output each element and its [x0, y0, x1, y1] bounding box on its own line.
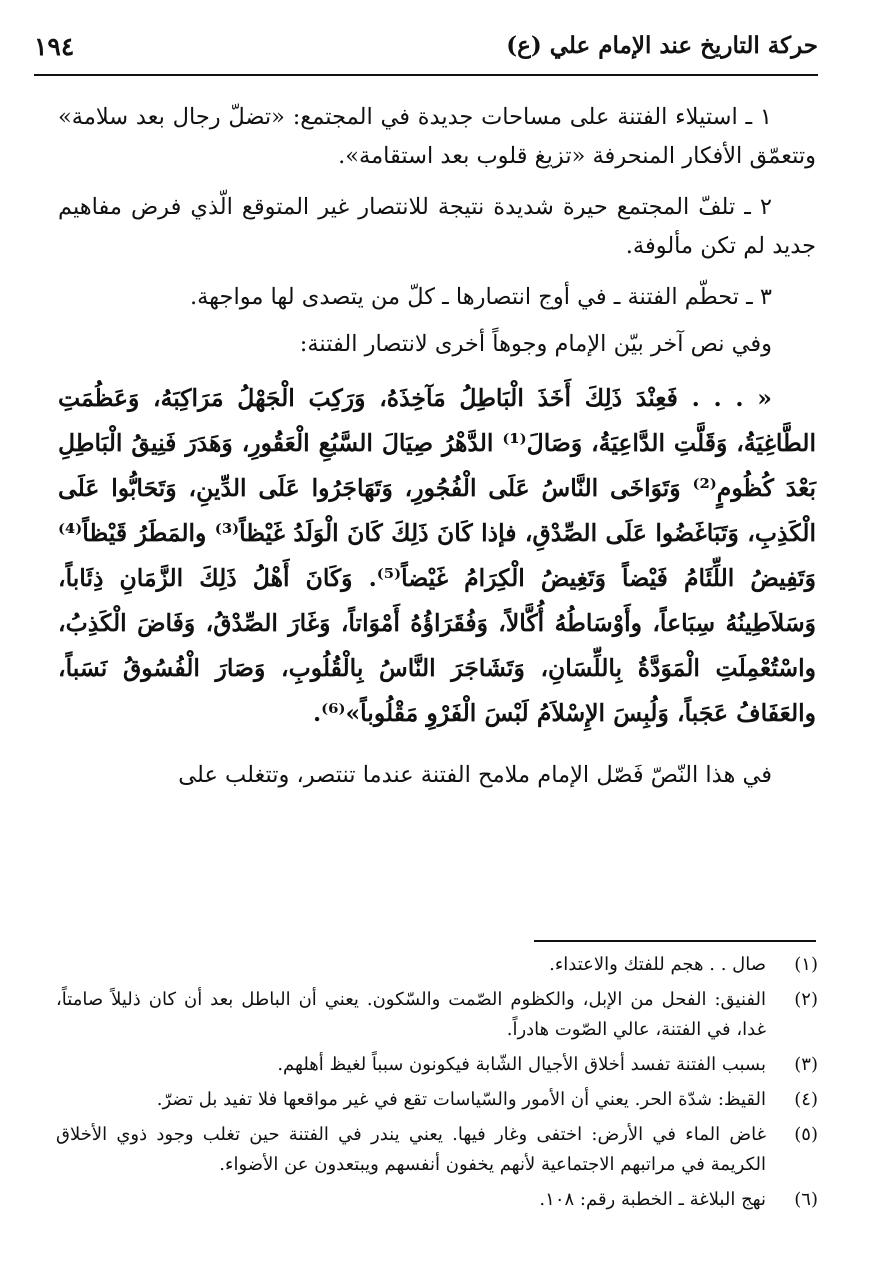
- paragraph-point-1: ١ ـ استيلاء الفتنة على مساحات جديدة في المجتمع: «تضلّ رجال بعد سلامة» وتتعمّق الأفكار المنحرفة «تزيغ قلوب بعد استقامة».: [58, 104, 816, 169]
- footnote-number: (٣): [794, 1054, 818, 1075]
- footnote-5: [56, 1120, 818, 1180]
- footnote-number: (٤): [794, 1089, 818, 1110]
- page-number: ١٩٤: [34, 32, 75, 61]
- footnote-number: (٢): [794, 989, 818, 1010]
- footnote-number: (٦): [794, 1189, 818, 1210]
- footnote-number: (٥): [794, 1124, 818, 1145]
- footnote-text: القيظ: شدّة الحر. يعني أن الأمور والسّياسات تقع في غير مواقعها فلا تفيد بل تضرّ.: [156, 1089, 766, 1110]
- running-title: حركة التاريخ عند الإمام علي (ع): [506, 32, 818, 59]
- footnote-text: بسبب الفتنة تفسد أخلاق الأجيال الشّابة فيكونون سبباً لغيظ أهلهم.: [277, 1054, 766, 1075]
- paragraph-continuation: في هذا النّصّ فَصّل الإمام ملامح الفتنة عندما تنتصر، وتتغلب على: [178, 762, 772, 788]
- footnote-text: صال . . هجم للفتك والاعتداء.: [549, 954, 766, 975]
- footnote-text: نهج البلاغة ـ الخطبة رقم: ١٠٨.: [539, 1189, 766, 1210]
- footnote-1: [56, 950, 818, 980]
- paragraph-point-3: ٣ ـ تحطّم الفتنة ـ في أوج انتصارها ـ كلّ من يتصدى لها مواجهة.: [189, 284, 772, 310]
- header-rule: [34, 74, 818, 76]
- footnote-6: [56, 1185, 818, 1215]
- footnote-3: [56, 1050, 818, 1080]
- footnote-4: [56, 1085, 818, 1115]
- footnote-text: غاض الماء في الأرض: اختفى وغار فيها. يعني يندر في الفتنة حين تغلب وجود ذوي الأخلاق الكريمة في مراتبهم الاجتماعية لأنهم يخفون أنفسهم ويبتعدون عن الأضواء.: [56, 1124, 766, 1175]
- footnote-text: الفنيق: الفحل من الإبل، والكظوم الصّمت والسّكون. يعني أن الباطل بعد أن كان ذليلاً صامتاً، غدا، في الفتنة، عالي الصّوت هادراً.: [56, 989, 766, 1040]
- footnotes: [56, 950, 818, 1220]
- quotation-block: « . . . فَعِنْدَ ذَلِكَ أَخَذَ الْبَاطِلُ مَآخِذَهُ، وَرَكِبَ الْجَهْلُ مَرَاكِبَهُ، وَعَظُمَتِ الطَّاغِيَةُ، وَقَلَّتِ الدَّاعِيَةُ، وَصَالَ⁽¹⁾ الدَّهْرُ صِيَالَ السَّبُعِ الْعَقُورِ، وَهَدَرَ فَنِيقُ الْبَاطِلِ بَعْدَ كُظُومٍ⁽²⁾ وَتَوَاخَى النَّاسُ عَلَى الْفُجُورِ، وَتَهَاجَرُوا عَلَى الدِّينِ، وَتَحَابُّوا عَلَى الْكَذِبِ، وَتَبَاغَضُوا عَلَى الصِّدْقِ، فإذا كَانَ ذَلِكَ كَانَ الْوَلَدُ غَيْظاً⁽³⁾ والمَطَرُ قَيْظاً⁽⁴⁾ وَتَفِيضُ اللِّئَامُ فَيْضاً وَتَغِيضُ الْكِرَامُ غَيْضاً⁽⁵⁾. وَكَانَ أَهْلُ ذَلِكَ الزَّمَانِ ذِئَاباً، وَسَلاَطِينُهُ سِبَاعاً، وأَوْسَاطُهُ أُكَّالاً، وَفُقَرَاؤُهُ أَمْوَاتاً، وَغَارَ الصِّدْقُ، وَفَاضَ الْكَذِبُ، واسْتُعْمِلَتِ الْمَوَدَّةُ بِاللِّسَانِ، وَتَشَاجَرَ النَّاسُ بِالْقُلُوبِ، وَصَارَ الْفُسُوقُ نَسَباً، والعَفَافُ عَجَباً، وَلُبِسَ الإِسْلاَمُ لَبْسَ الْفَرْوِ مَقْلُوباً»⁽⁶⁾.: [58, 384, 816, 727]
- footnote-rule: [534, 940, 816, 942]
- footnote-number: (١): [794, 954, 818, 975]
- footnote-2: [56, 985, 818, 1045]
- main-text: [58, 98, 816, 807]
- paragraph-point-2: ٢ ـ تلفّ المجتمع حيرة شديدة نتيجة للانتصار غير المتوقع الّذي فرض مفاهيم جديد لم تكن مألوفة.: [58, 194, 816, 259]
- running-header: [34, 22, 818, 72]
- paragraph-intro-quote: وفي نص آخر بيّن الإمام وجوهاً أخرى لانتصار الفتنة:: [299, 331, 772, 357]
